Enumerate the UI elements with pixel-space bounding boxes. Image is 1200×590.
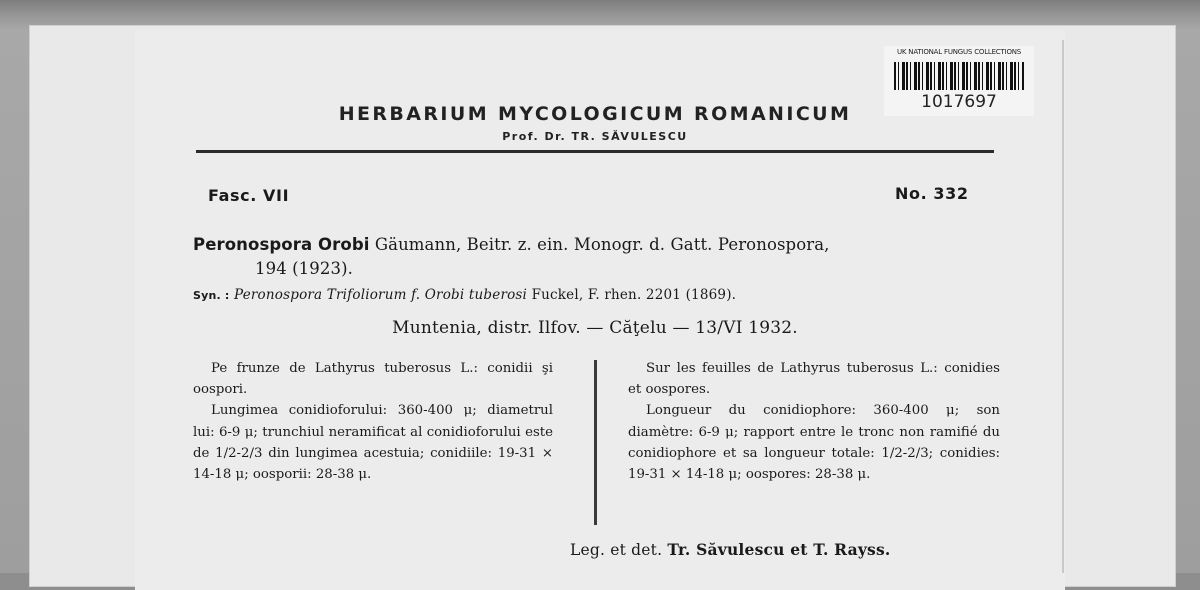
specimen-number: No. 332 (895, 184, 969, 203)
barcode-number: 1017697 (921, 92, 997, 112)
collector-names: Tr. Săvulescu et T. Rayss. (667, 540, 891, 559)
synonym-label: Syn. : (193, 289, 230, 302)
barcode-bars (894, 62, 1024, 90)
synonym-citation: Fuckel, F. rhen. 2201 (1869). (531, 287, 737, 303)
synonym-entry (193, 287, 1013, 303)
species-citation: Gäumann, Beitr. z. ein. Monogr. d. Gatt. Peronospora, (374, 235, 830, 254)
french-measurements: Longueur du conidiophore: 360-400 μ; son diamètre: 6-9 μ; rapport entre le tronc non ramifié du conidiophore et sa longueur totale: 1/2-2/3; conidies: 19-31 × 14-18 μ; oospores: 28-38 μ. (628, 403, 1000, 483)
herbarium-subtitle: Prof. Dr. TR. SĂVULESCU (502, 130, 688, 143)
header-rule (196, 150, 994, 153)
french-description (628, 358, 1000, 485)
romanian-measurements: Lungimea conidioforului: 360-400 μ; diametrul lui: 6-9 μ; trunchiul neramificat al conidioforului este de 1/2-2/3 din lungimea acestuia; conidiile: 19-31 × 14-18 μ; oosporii: 28-38 μ. (193, 403, 553, 483)
french-host: Sur les feuilles de Lathyrus tuberosus L.: conidies et oospores. (628, 361, 1000, 398)
romanian-host: Pe frunze de Lathyrus tuberosus L.: conidii şi oospori. (193, 361, 553, 398)
column-divider (594, 360, 597, 525)
fascicle: Fasc. VII (208, 186, 290, 205)
synonym-name: Peronospora Trifoliorum f. Orobi tuberosi (234, 287, 528, 303)
species-entry (193, 233, 1013, 281)
herbarium-title: HERBARIUM MYCOLOGICUM ROMANICUM (338, 103, 852, 125)
romanian-description (193, 358, 553, 485)
barcode-caption: UK NATIONAL FUNGUS COLLECTIONS (896, 48, 1022, 56)
species-citation-cont: 194 (1923). (255, 259, 353, 278)
collector-prefix: Leg. et det. (570, 541, 663, 559)
collector-line (570, 540, 990, 559)
species-name: Peronospora Orobi (193, 235, 370, 254)
locality: Muntenia, distr. Ilfov. — Căţelu — 13/VI 1932. (392, 318, 798, 338)
fold-line (1062, 40, 1064, 573)
